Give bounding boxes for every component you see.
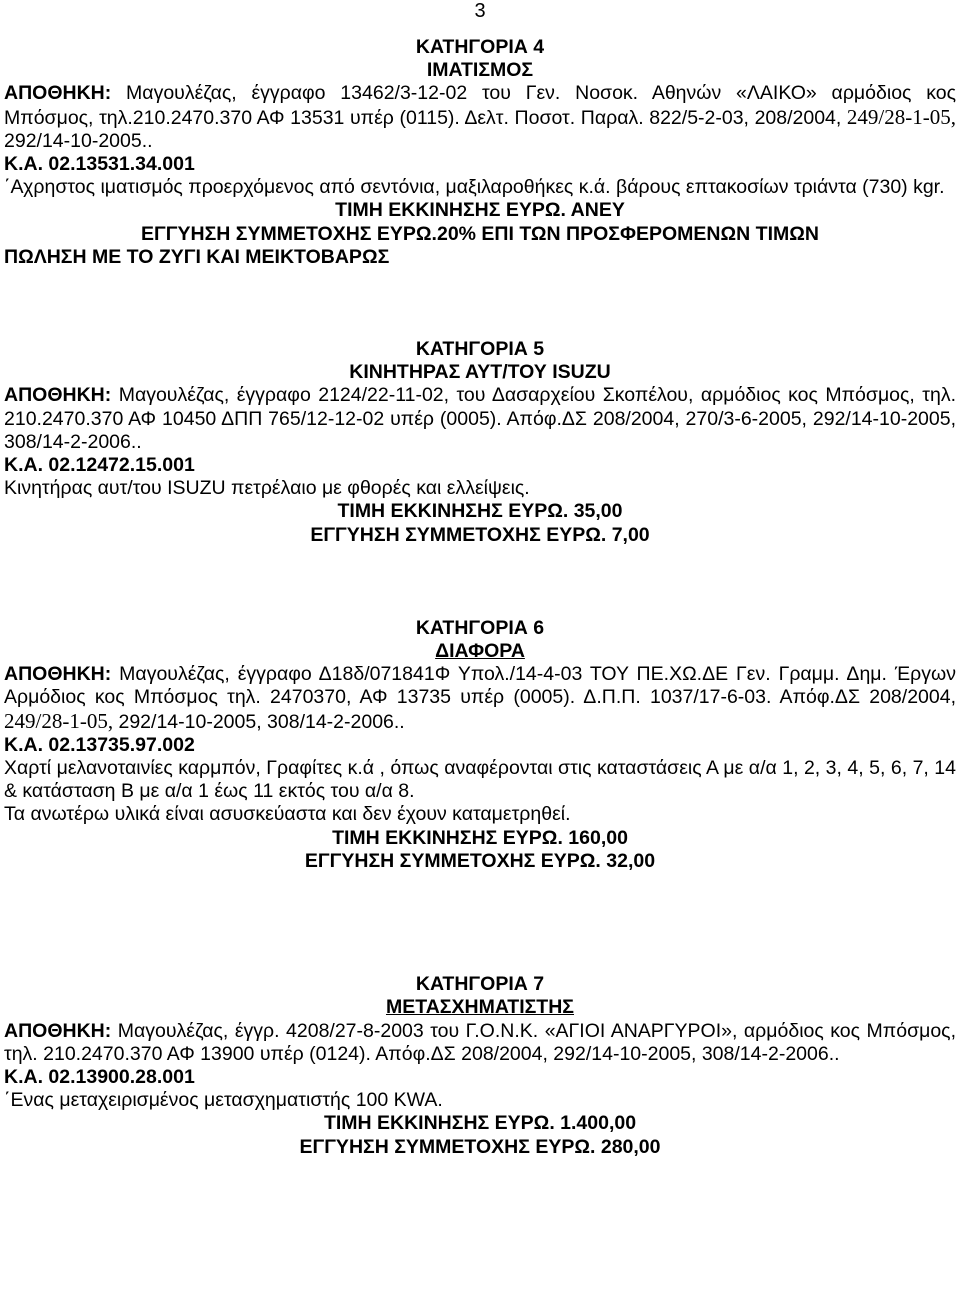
store-label: ΑΠΟΘΗΚΗ: xyxy=(4,663,112,686)
store-text: Μαγουλέζας, έγγραφο 2124/22-11-02, του Δασαρχείου Σκοπέλου, αρμόδιος κος Μπόσμος, τηλ. 210.2470.370 ΑΦ 10450 ΔΠΠ 765/12-12-02 υπέρ (0005). Απόφ.ΔΣ 208/2004, 270/3-6-2005, 292/14-10-2005, 308/14-2-2006.. xyxy=(4,384,956,453)
spacer xyxy=(4,547,956,617)
section-heading: ΚΑΤΗΓΟΡΙΑ 5 xyxy=(415,338,545,361)
store-paragraph xyxy=(4,82,956,153)
store-label: ΑΠΟΘΗΚΗ: xyxy=(4,384,112,407)
item-description: ΄Αχρηστος ιματισμός προερχόμενος από σεντόνια, μαξιλαροθήκες κ.ά. βάρους επτακοσίων τριάντα (730) kgr. xyxy=(4,176,945,199)
section-category-7 xyxy=(4,973,956,1159)
store-text-serif: 249/28-1-05, xyxy=(4,708,114,733)
ka-code: Κ.Α. 02.13531.34.001 xyxy=(4,153,195,176)
item-note: Τα ανωτέρω υλικά είναι ασυσκεύαστα και δεν έχουν καταμετρηθεί. xyxy=(4,803,571,826)
participation-guarantee: ΕΓΓΥΗΣΗ ΣΥΜΜΕΤΟΧΗΣ ΕΥΡΩ.20% ΕΠΙ ΤΩΝ ΠΡΟΣΦΕΡΟΜΕΝΩΝ ΤΙΜΩΝ xyxy=(141,222,819,245)
section-category-6 xyxy=(4,617,956,873)
page-number: 3 xyxy=(474,0,486,22)
starting-price: ΤΙΜΗ ΕΚΚΙΝΗΣΗΣ ΕΥΡΩ. 35,00 xyxy=(337,500,623,523)
store-text: Μαγουλέζας, έγγραφο 13462/3-12-02 του Γεν. Νοσοκ. Αθηνών «ΛΑΙΚΟ» αρμόδιος κος Μπόσμος, τηλ.210.2470.370 ΑΦ 13531 υπέρ (0115). Δελτ. Ποσοτ. Παραλ. 822/5-2-03, 208/2004, xyxy=(4,82,956,129)
spacer xyxy=(4,873,956,973)
starting-price: ΤΙΜΗ ΕΚΚΙΝΗΣΗΣ ΕΥΡΩ. ΑΝΕΥ xyxy=(335,199,625,222)
store-text: Μαγουλέζας, έγγρ. 4208/27-8-2003 του Γ.Ο.Ν.Κ. «ΑΓΙΟΙ ΑΝΑΡΓΥΡΟΙ», αρμόδιος κος Μπόσμος, τηλ. 210.2470.370 ΑΦ 13900 υπέρ (0124). Απόφ.ΔΣ 208/2004, 292/14-10-2005, 308/14-2-2006.. xyxy=(4,1019,956,1065)
spacer xyxy=(4,269,956,338)
participation-guarantee: ΕΓΓΥΗΣΗ ΣΥΜΜΕΤΟΧΗΣ ΕΥΡΩ. 32,00 xyxy=(304,849,656,872)
ka-code: Κ.Α. 02.12472.15.001 xyxy=(4,454,195,477)
item-description: Χαρτί μελανοταινίες καρμπόν, Γραφίτες κ.ά , όπως αναφέρονται στις καταστάσεις Α με α/α 1, 2, 3, 4, 5, 6, 7, 14 & κατάσταση Β με α/α 1 έως 11 εκτός του α/α 8. xyxy=(4,757,956,803)
sale-method: ΠΩΛΗΣΗ ΜΕ ΤΟ ΖΥΓΙ ΚΑΙ ΜΕΙΚΤΟΒΑΡΩΣ xyxy=(4,245,390,268)
item-description: ΄Ενας μεταχειρισμένος μετασχηματιστής 100 KWA. xyxy=(4,1089,443,1112)
store-paragraph xyxy=(4,384,956,454)
item-description: Κινητήρας αυτ/του ISUZU πετρέλαιο με φθορές και ελλείψεις. xyxy=(4,477,530,500)
starting-price: ΤΙΜΗ ΕΚΚΙΝΗΣΗΣ ΕΥΡΩ. 160,00 xyxy=(332,826,628,849)
section-subheading: ΔΙΑΦΟΡΑ xyxy=(435,640,525,663)
section-heading: ΚΑΤΗΓΟΡΙΑ 4 xyxy=(415,36,545,58)
participation-guarantee: ΕΓΓΥΗΣΗ ΣΥΜΜΕΤΟΧΗΣ ΕΥΡΩ. 280,00 xyxy=(299,1135,661,1158)
section-subheading: ΙΜΑΤΙΣΜΟΣ xyxy=(426,59,534,82)
ka-code: Κ.Α. 02.13735.97.002 xyxy=(4,733,195,756)
section-heading: ΚΑΤΗΓΟΡΙΑ 6 xyxy=(415,616,545,639)
store-label: ΑΠΟΘΗΚΗ: xyxy=(4,82,112,105)
store-text-serif: 249/28-1-05, xyxy=(846,104,956,129)
store-label: ΑΠΟΘΗΚΗ: xyxy=(4,1019,112,1042)
ka-code: Κ.Α. 02.13900.28.001 xyxy=(4,1065,195,1088)
store-paragraph xyxy=(4,663,956,734)
starting-price: ΤΙΜΗ ΕΚΚΙΝΗΣΗΣ ΕΥΡΩ. 1.400,00 xyxy=(323,1112,637,1135)
store-paragraph xyxy=(4,1020,956,1066)
store-text-end: 292/14-10-2005, 308/14-2-2006.. xyxy=(113,710,405,733)
section-subheading: ΜΕΤΑΣΧΗΜΑΤΙΣΤΗΣ xyxy=(385,996,575,1019)
section-category-4 xyxy=(4,36,956,269)
participation-guarantee: ΕΓΓΥΗΣΗ ΣΥΜΜΕΤΟΧΗΣ ΕΥΡΩ. 7,00 xyxy=(310,523,650,546)
section-subheading: ΚΙΝΗΤΗΡΑΣ ΑΥΤ/ΤΟΥ ISUZU xyxy=(349,361,611,384)
document-body xyxy=(4,36,956,1159)
section-category-5 xyxy=(4,338,956,547)
store-text: Μαγουλέζας, έγγραφο Δ18δ/071841Φ Υπολ./14-4-03 ΤΟΥ ΠΕ.ΧΩ.ΔΕ Γεν. Γραμμ. Δημ. Έργων Αρμόδιος κος Μπόσμος τηλ. 2470370, ΑΦ 13735 υπέρ (0005). Δ.Π.Π. 1037/17-6-03. Απόφ.ΔΣ 208/2004, xyxy=(4,663,956,709)
section-heading: ΚΑΤΗΓΟΡΙΑ 7 xyxy=(415,973,545,996)
store-text-end: 292/14-10-2005.. xyxy=(4,129,153,152)
